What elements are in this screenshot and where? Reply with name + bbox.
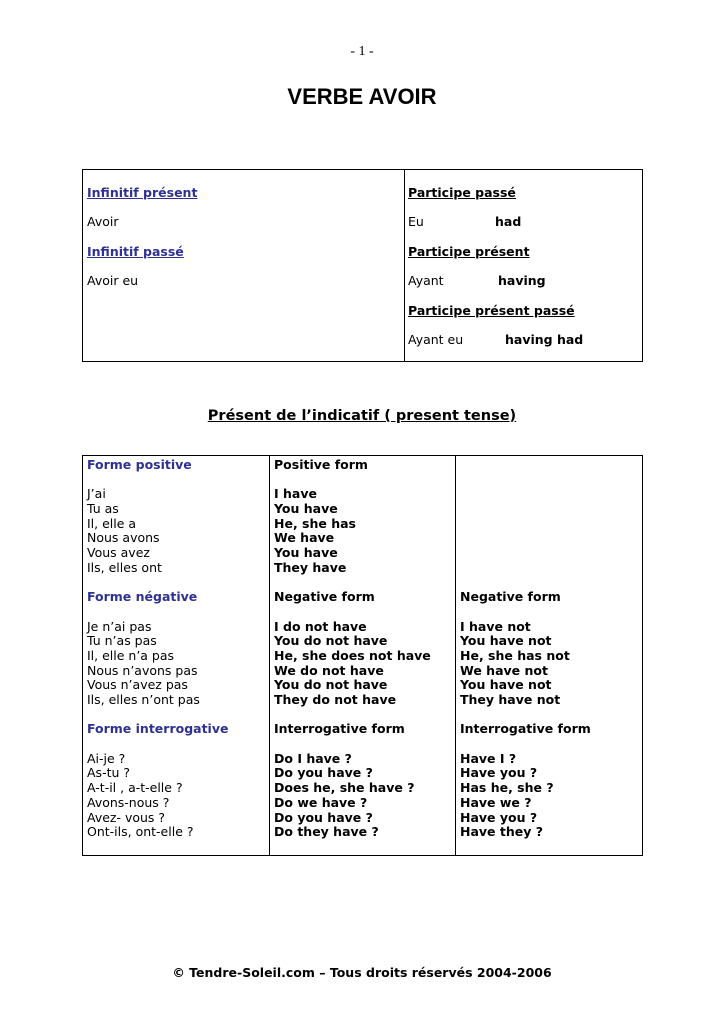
list-item: Does he, she have ? [274, 780, 415, 796]
infinitif-present-label: Infinitif présent [87, 185, 198, 200]
list-item: Il, elle n’a pas [87, 647, 175, 663]
list-item: A-t-il , a-t-elle ? [87, 780, 183, 796]
forme-interrogative-heading: Forme interrogative [87, 721, 229, 737]
participe-passe-label: Participe passé [408, 185, 516, 200]
page-title: VERBE AVOIR [287, 84, 437, 109]
list-item: Ai-je ? [87, 750, 126, 766]
list-item: We have [274, 530, 335, 546]
list-item: Tu as [87, 501, 119, 517]
list-item: Ils, elles n’ont pas [87, 692, 200, 707]
box-divider [404, 170, 405, 361]
list-item: I have [274, 486, 317, 502]
list-item: Je n’ai pas [87, 618, 152, 634]
participe-present-passe-label: Participe présent passé [408, 303, 575, 318]
list-item: Vous avez [87, 545, 150, 561]
list-item: J’ai [87, 486, 106, 502]
list-item: Have they ? [460, 824, 543, 840]
section-title: Présent de l’indicatif ( present tense) [207, 408, 517, 424]
list-item: Do you have ? [274, 765, 373, 781]
infinitif-passe-label: Infinitif passé [87, 244, 184, 259]
list-item: We have not [460, 662, 548, 678]
list-item: Have you ? [460, 765, 538, 781]
english-column-2 [456, 456, 642, 855]
list-item: I do not have [274, 618, 367, 634]
list-item: Ont-ils, ont-elle ? [87, 824, 194, 840]
forme-negative-heading: Forme négative [87, 589, 198, 605]
list-item: You have [274, 501, 338, 517]
conjugation-table [82, 455, 643, 856]
list-item: He, she has [274, 515, 356, 531]
list-item: We do not have [274, 662, 384, 678]
participe-present-fr: Ayant [408, 273, 444, 288]
list-item: Tu n’as pas [87, 633, 157, 649]
list-item: They have [274, 559, 347, 575]
negative-form-heading: Negative form [460, 589, 561, 605]
list-item: Vous n’avez pas [87, 677, 188, 693]
positive-form-heading: Positive form [274, 457, 368, 472]
list-item: Nous n’avons pas [87, 662, 198, 678]
list-item: You have [274, 545, 338, 561]
list-item: Have I ? [460, 750, 517, 766]
list-item: You do not have [274, 633, 388, 649]
list-item: Has he, she ? [460, 780, 554, 796]
participe-present-passe-en: having had [505, 332, 584, 347]
copyright-footer: © Tendre-Soleil.com – Tous droits réservés 2004-2006 [172, 965, 552, 980]
list-item: You do not have [274, 677, 388, 693]
list-item: Ils, elles ont [87, 559, 162, 575]
list-item: Avez- vous ? [87, 809, 166, 825]
list-item: You have not [460, 677, 552, 693]
list-item: They have not [460, 692, 561, 707]
list-item: Do I have ? [274, 750, 352, 766]
forme-positive-heading: Forme positive [87, 457, 192, 472]
list-item: Do you have ? [274, 809, 373, 825]
infinitif-present-value: Avoir [87, 214, 119, 229]
french-column [83, 456, 270, 855]
list-item: You have not [460, 633, 552, 649]
participe-present-en: having [498, 273, 546, 288]
list-item: He, she does not have [274, 647, 431, 663]
interrogative-form-heading: Interrogative form [274, 721, 405, 737]
list-item: Have we ? [460, 794, 532, 810]
participe-passe-en: had [495, 214, 522, 229]
list-item: Do they have ? [274, 824, 379, 840]
infinitif-passe-value: Avoir eu [87, 273, 139, 288]
negative-form-heading: Negative form [274, 589, 375, 605]
participe-passe-fr: Eu [408, 214, 424, 229]
participe-present-passe-fr: Ayant eu [408, 332, 464, 347]
list-item: Do we have ? [274, 794, 368, 810]
list-item: I have not [460, 618, 531, 634]
list-item: As-tu ? [87, 765, 131, 781]
english-column-1 [270, 456, 456, 855]
list-item: Avons-nous ? [87, 794, 170, 810]
interrogative-form-heading: Interrogative form [460, 721, 591, 737]
list-item: Nous avons [87, 530, 160, 546]
page-number: - 1 - [350, 44, 374, 59]
list-item: Have you ? [460, 809, 538, 825]
participe-present-label: Participe présent [408, 244, 530, 259]
list-item: Il, elle a [87, 515, 137, 531]
list-item: They do not have [274, 692, 397, 707]
list-item: He, she has not [460, 647, 570, 663]
verb-forms-box [82, 169, 643, 362]
